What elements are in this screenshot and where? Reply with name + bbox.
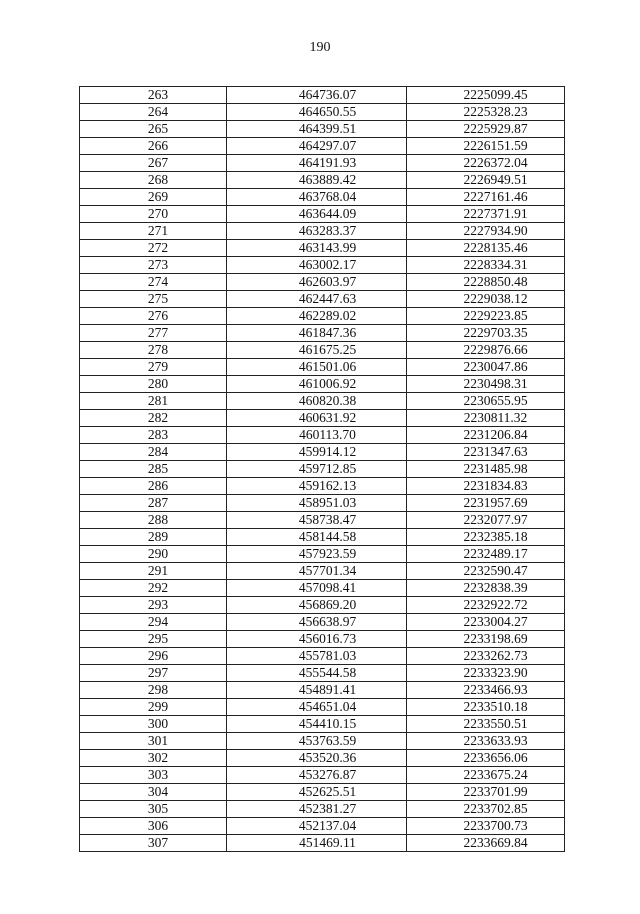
point-number-cell: 289	[80, 529, 227, 546]
x-coordinate-cell: 459712.85	[227, 461, 407, 478]
point-number-cell: 290	[80, 546, 227, 563]
x-coordinate-cell: 460820.38	[227, 393, 407, 410]
point-number-cell: 304	[80, 784, 227, 801]
y-coordinate-cell: 2233323.90	[407, 665, 565, 682]
table-row	[80, 325, 565, 342]
coordinate-table-container	[79, 86, 564, 852]
point-number-cell: 287	[80, 495, 227, 512]
x-coordinate-cell: 461006.92	[227, 376, 407, 393]
point-number-cell: 296	[80, 648, 227, 665]
point-number-cell: 267	[80, 155, 227, 172]
y-coordinate-cell: 2233004.27	[407, 614, 565, 631]
x-coordinate-cell: 455781.03	[227, 648, 407, 665]
x-coordinate-cell: 463143.99	[227, 240, 407, 257]
point-number-cell: 280	[80, 376, 227, 393]
point-number-cell: 273	[80, 257, 227, 274]
y-coordinate-cell: 2227161.46	[407, 189, 565, 206]
table-row	[80, 257, 565, 274]
x-coordinate-cell: 461847.36	[227, 325, 407, 342]
x-coordinate-cell: 454410.15	[227, 716, 407, 733]
y-coordinate-cell: 2233466.93	[407, 682, 565, 699]
table-row	[80, 121, 565, 138]
y-coordinate-cell: 2228850.48	[407, 274, 565, 291]
table-row	[80, 104, 565, 121]
table-row	[80, 546, 565, 563]
point-number-cell: 306	[80, 818, 227, 835]
point-number-cell: 286	[80, 478, 227, 495]
y-coordinate-cell: 2233702.85	[407, 801, 565, 818]
point-number-cell: 307	[80, 835, 227, 852]
point-number-cell: 279	[80, 359, 227, 376]
point-number-cell: 271	[80, 223, 227, 240]
x-coordinate-cell: 454651.04	[227, 699, 407, 716]
y-coordinate-cell: 2232838.39	[407, 580, 565, 597]
point-number-cell: 301	[80, 733, 227, 750]
y-coordinate-cell: 2233510.18	[407, 699, 565, 716]
x-coordinate-cell: 460113.70	[227, 427, 407, 444]
point-number-cell: 277	[80, 325, 227, 342]
x-coordinate-cell: 461675.25	[227, 342, 407, 359]
y-coordinate-cell: 2225328.23	[407, 104, 565, 121]
x-coordinate-cell: 462447.63	[227, 291, 407, 308]
y-coordinate-cell: 2229876.66	[407, 342, 565, 359]
x-coordinate-cell: 462289.02	[227, 308, 407, 325]
point-number-cell: 278	[80, 342, 227, 359]
x-coordinate-cell: 463889.42	[227, 172, 407, 189]
x-coordinate-cell: 452137.04	[227, 818, 407, 835]
x-coordinate-cell: 459162.13	[227, 478, 407, 495]
table-row	[80, 648, 565, 665]
table-row	[80, 189, 565, 206]
y-coordinate-cell: 2233669.84	[407, 835, 565, 852]
page-number: 190	[309, 40, 331, 55]
point-number-cell: 282	[80, 410, 227, 427]
point-number-cell: 266	[80, 138, 227, 155]
y-coordinate-cell: 2230498.31	[407, 376, 565, 393]
x-coordinate-cell: 461501.06	[227, 359, 407, 376]
point-number-cell: 298	[80, 682, 227, 699]
table-row	[80, 495, 565, 512]
point-number-cell: 292	[80, 580, 227, 597]
y-coordinate-cell: 2233701.99	[407, 784, 565, 801]
table-row	[80, 665, 565, 682]
point-number-cell: 275	[80, 291, 227, 308]
y-coordinate-cell: 2230047.86	[407, 359, 565, 376]
y-coordinate-cell: 2225929.87	[407, 121, 565, 138]
table-row	[80, 427, 565, 444]
table-row	[80, 376, 565, 393]
point-number-cell: 274	[80, 274, 227, 291]
x-coordinate-cell: 463644.09	[227, 206, 407, 223]
y-coordinate-cell: 2231485.98	[407, 461, 565, 478]
table-row	[80, 393, 565, 410]
table-row	[80, 172, 565, 189]
point-number-cell: 300	[80, 716, 227, 733]
y-coordinate-cell: 2232489.17	[407, 546, 565, 563]
y-coordinate-cell: 2231347.63	[407, 444, 565, 461]
table-row	[80, 155, 565, 172]
point-number-cell: 285	[80, 461, 227, 478]
table-row	[80, 614, 565, 631]
point-number-cell: 284	[80, 444, 227, 461]
x-coordinate-cell: 456869.20	[227, 597, 407, 614]
y-coordinate-cell: 2231206.84	[407, 427, 565, 444]
y-coordinate-cell: 2232590.47	[407, 563, 565, 580]
y-coordinate-cell: 2233262.73	[407, 648, 565, 665]
y-coordinate-cell: 2230655.95	[407, 393, 565, 410]
y-coordinate-cell: 2233675.24	[407, 767, 565, 784]
y-coordinate-cell: 2229703.35	[407, 325, 565, 342]
point-number-cell: 295	[80, 631, 227, 648]
y-coordinate-cell: 2233700.73	[407, 818, 565, 835]
table-row	[80, 597, 565, 614]
x-coordinate-cell: 455544.58	[227, 665, 407, 682]
point-number-cell: 293	[80, 597, 227, 614]
y-coordinate-cell: 2231834.83	[407, 478, 565, 495]
point-number-cell: 303	[80, 767, 227, 784]
table-row	[80, 342, 565, 359]
x-coordinate-cell: 464736.07	[227, 87, 407, 104]
point-number-cell: 294	[80, 614, 227, 631]
table-row	[80, 563, 565, 580]
y-coordinate-cell: 2233550.51	[407, 716, 565, 733]
table-row	[80, 818, 565, 835]
x-coordinate-cell: 453276.87	[227, 767, 407, 784]
x-coordinate-cell: 457098.41	[227, 580, 407, 597]
x-coordinate-cell: 464399.51	[227, 121, 407, 138]
table-row	[80, 733, 565, 750]
x-coordinate-cell: 451469.11	[227, 835, 407, 852]
point-number-cell: 302	[80, 750, 227, 767]
x-coordinate-cell: 453520.36	[227, 750, 407, 767]
coordinate-table	[79, 86, 565, 852]
point-number-cell: 276	[80, 308, 227, 325]
point-number-cell: 305	[80, 801, 227, 818]
coordinate-table-body	[80, 87, 565, 852]
table-row	[80, 138, 565, 155]
point-number-cell: 291	[80, 563, 227, 580]
x-coordinate-cell: 457701.34	[227, 563, 407, 580]
x-coordinate-cell: 462603.97	[227, 274, 407, 291]
x-coordinate-cell: 452381.27	[227, 801, 407, 818]
table-row	[80, 699, 565, 716]
y-coordinate-cell: 2233656.06	[407, 750, 565, 767]
y-coordinate-cell: 2226949.51	[407, 172, 565, 189]
y-coordinate-cell: 2230811.32	[407, 410, 565, 427]
x-coordinate-cell: 464191.93	[227, 155, 407, 172]
point-number-cell: 264	[80, 104, 227, 121]
point-number-cell: 281	[80, 393, 227, 410]
table-row	[80, 529, 565, 546]
table-row	[80, 631, 565, 648]
y-coordinate-cell: 2233198.69	[407, 631, 565, 648]
table-row	[80, 223, 565, 240]
table-row	[80, 682, 565, 699]
x-coordinate-cell: 452625.51	[227, 784, 407, 801]
point-number-cell: 265	[80, 121, 227, 138]
x-coordinate-cell: 464297.07	[227, 138, 407, 155]
point-number-cell: 270	[80, 206, 227, 223]
table-row	[80, 801, 565, 818]
x-coordinate-cell: 458951.03	[227, 495, 407, 512]
y-coordinate-cell: 2226372.04	[407, 155, 565, 172]
x-coordinate-cell: 458144.58	[227, 529, 407, 546]
x-coordinate-cell: 457923.59	[227, 546, 407, 563]
point-number-cell: 263	[80, 87, 227, 104]
x-coordinate-cell: 460631.92	[227, 410, 407, 427]
table-row	[80, 240, 565, 257]
table-row	[80, 767, 565, 784]
point-number-cell: 283	[80, 427, 227, 444]
y-coordinate-cell: 2231957.69	[407, 495, 565, 512]
x-coordinate-cell: 456016.73	[227, 631, 407, 648]
y-coordinate-cell: 2229223.85	[407, 308, 565, 325]
table-row	[80, 784, 565, 801]
x-coordinate-cell: 453763.59	[227, 733, 407, 750]
x-coordinate-cell: 459914.12	[227, 444, 407, 461]
table-row	[80, 750, 565, 767]
x-coordinate-cell: 463002.17	[227, 257, 407, 274]
y-coordinate-cell: 2232385.18	[407, 529, 565, 546]
y-coordinate-cell: 2228334.31	[407, 257, 565, 274]
y-coordinate-cell: 2226151.59	[407, 138, 565, 155]
y-coordinate-cell: 2232922.72	[407, 597, 565, 614]
x-coordinate-cell: 454891.41	[227, 682, 407, 699]
table-row	[80, 478, 565, 495]
x-coordinate-cell: 463768.04	[227, 189, 407, 206]
table-row	[80, 512, 565, 529]
table-row	[80, 580, 565, 597]
table-row	[80, 461, 565, 478]
y-coordinate-cell: 2232077.97	[407, 512, 565, 529]
x-coordinate-cell: 456638.97	[227, 614, 407, 631]
y-coordinate-cell: 2229038.12	[407, 291, 565, 308]
table-row	[80, 716, 565, 733]
point-number-cell: 269	[80, 189, 227, 206]
table-row	[80, 835, 565, 852]
y-coordinate-cell: 2227371.91	[407, 206, 565, 223]
x-coordinate-cell: 464650.55	[227, 104, 407, 121]
x-coordinate-cell: 458738.47	[227, 512, 407, 529]
y-coordinate-cell: 2225099.45	[407, 87, 565, 104]
point-number-cell: 297	[80, 665, 227, 682]
table-row	[80, 359, 565, 376]
x-coordinate-cell: 463283.37	[227, 223, 407, 240]
table-row	[80, 274, 565, 291]
point-number-cell: 299	[80, 699, 227, 716]
table-row	[80, 291, 565, 308]
point-number-cell: 268	[80, 172, 227, 189]
table-row	[80, 87, 565, 104]
table-row	[80, 410, 565, 427]
point-number-cell: 272	[80, 240, 227, 257]
y-coordinate-cell: 2228135.46	[407, 240, 565, 257]
y-coordinate-cell: 2227934.90	[407, 223, 565, 240]
table-row	[80, 308, 565, 325]
table-row	[80, 206, 565, 223]
table-row	[80, 444, 565, 461]
point-number-cell: 288	[80, 512, 227, 529]
y-coordinate-cell: 2233633.93	[407, 733, 565, 750]
